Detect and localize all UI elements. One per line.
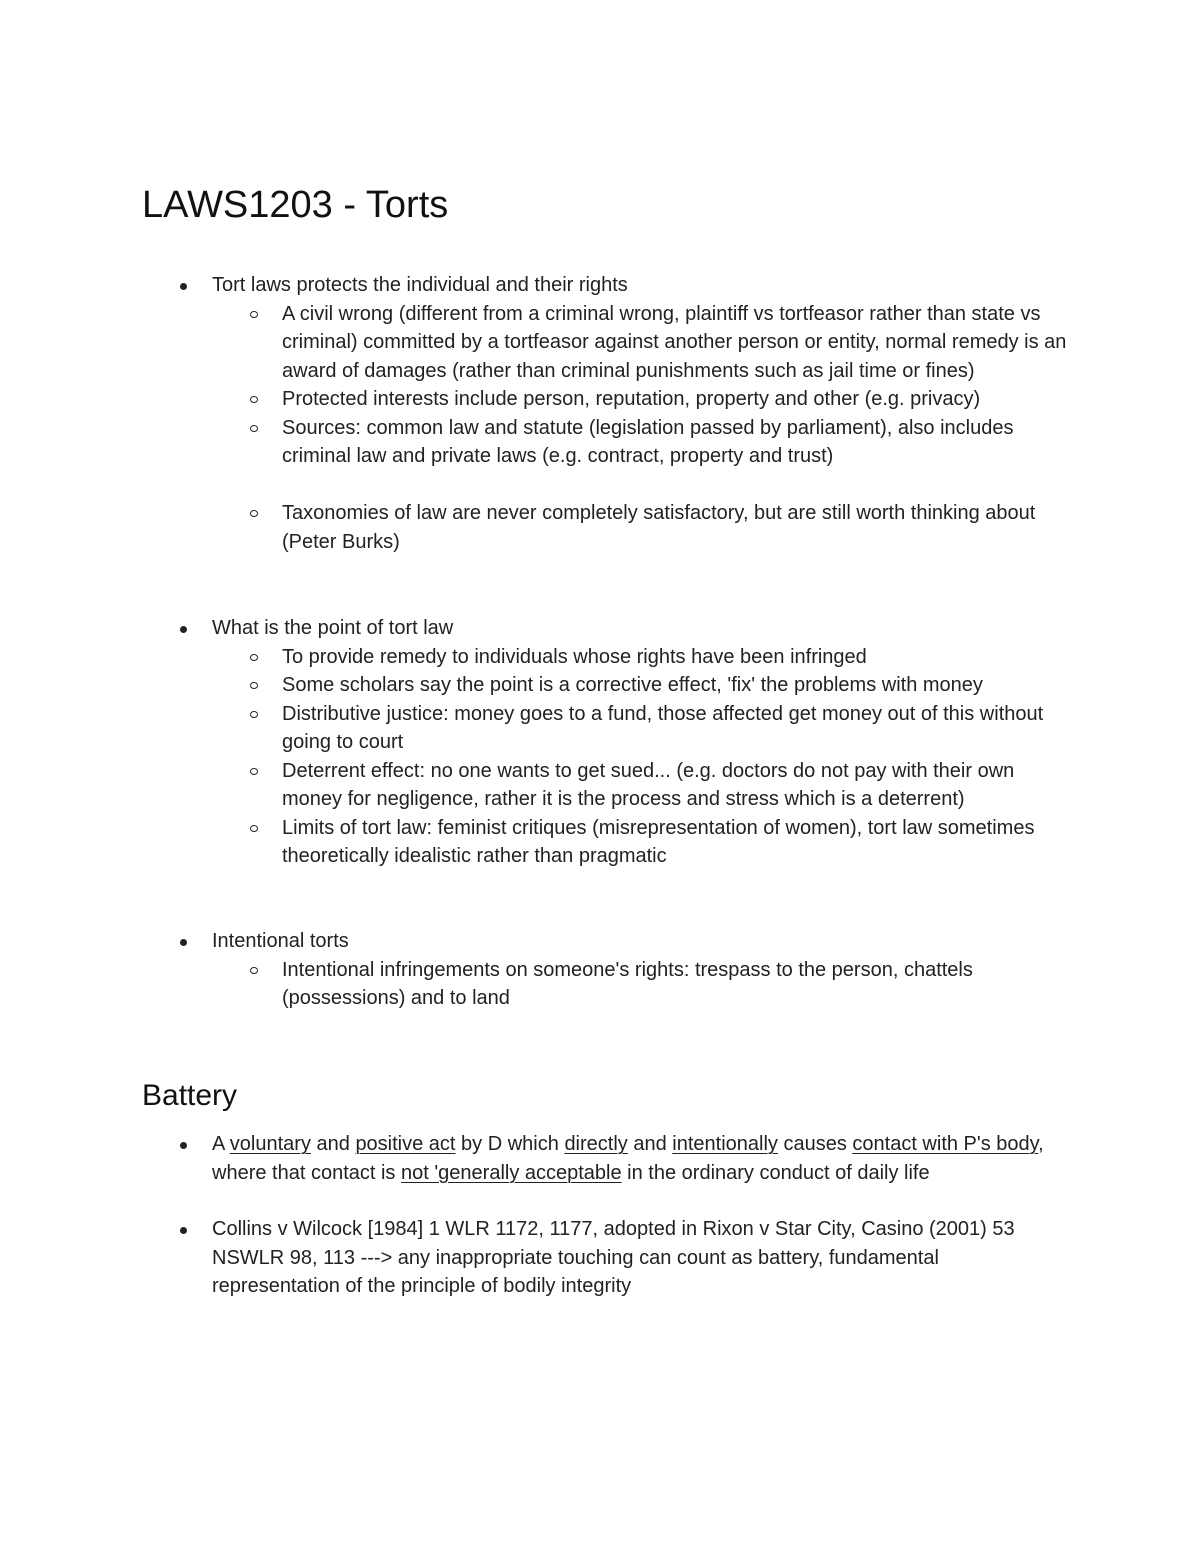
bullet-icon: [180, 1142, 187, 1149]
sub-list-item: [282, 414, 1072, 471]
sub-list: [212, 956, 1072, 1013]
battery-definition: [212, 1133, 1044, 1184]
sub-list-item-text: Taxonomies of law are never completely satisfactory, but are still worth thinking about (Peter Burks): [282, 502, 1036, 553]
list-item-text: Tort laws protects the individual and their rights: [212, 274, 628, 296]
hollow-bullet-icon: [250, 311, 258, 318]
sub-list-item-text: A civil wrong (different from a criminal wrong, plaintiff vs tortfeasor rather than state vs criminal) committed by a tortfeasor against another person or entity, normal remedy is an award of damages (rather than criminal punishments such as jail time or fines): [282, 302, 1067, 382]
hollow-bullet-icon: [250, 396, 258, 403]
sub-list-item: [282, 300, 1072, 386]
sub-list-item-text: Distributive justice: money goes to a fund, those affected get money out of this without going to court: [282, 702, 1044, 753]
document-title: LAWS1203 - Torts: [142, 184, 449, 226]
text-run: causes: [777, 1133, 853, 1155]
underlined-term: directly: [564, 1133, 628, 1155]
list-item-text: Intentional torts: [212, 930, 349, 952]
hollow-bullet-icon: [250, 510, 258, 517]
list-item: [212, 927, 1072, 1013]
section-heading-battery: Battery: [142, 1079, 238, 1112]
sub-list: [212, 300, 1072, 557]
case-citation-text: Collins v Wilcock [1984] 1 WLR 1172, 1177, adopted in Rixon v Star City, Casino (2001) 53 NSWLR 98, 113 ---> any inappropriate touching can count as battery, fundamental representation of the principle of bodily integrity: [212, 1218, 1015, 1297]
list-item: [212, 614, 1072, 871]
hollow-bullet-icon: [250, 654, 258, 661]
hollow-bullet-icon: [250, 967, 258, 974]
sub-list-item: [282, 499, 1072, 556]
sub-list-item: [282, 956, 1072, 1013]
bullet-list: [212, 271, 1072, 556]
sub-list-item-text: To provide remedy to individuals whose rights have been infringed: [282, 645, 867, 668]
list-item-text: What is the point of tort law: [212, 617, 454, 639]
bullet-list: [212, 1130, 1072, 1187]
hollow-bullet-icon: [250, 825, 258, 832]
text-run: , where that contact is: [212, 1133, 1044, 1184]
sub-list-item: [282, 700, 1072, 757]
text-run: and: [627, 1133, 673, 1155]
text-run: and: [310, 1133, 356, 1155]
list-item: [212, 1130, 1072, 1187]
sub-list-item-text: Limits of tort law: feminist critiques (misrepresentation of women), tort law sometimes theoretically idealistic rather than pragmatic: [282, 816, 1035, 867]
sub-list: [212, 643, 1072, 871]
sub-list-item: [282, 671, 1072, 700]
empty-line: [282, 471, 1072, 500]
bullet-list: [212, 1215, 1072, 1301]
bullet-list: [212, 614, 1072, 871]
sub-list-item-text: Intentional infringements on someone's rights: trespass to the person, chattels (possessions) and to land: [282, 958, 973, 1009]
hollow-bullet-icon: [250, 711, 258, 718]
text-run: by D which: [455, 1133, 565, 1155]
sub-list-item: [282, 385, 1072, 414]
bullet-list: [212, 927, 1072, 1013]
hollow-bullet-icon: [250, 425, 258, 432]
list-item: [212, 271, 1072, 556]
sub-list-item-text: Some scholars say the point is a corrective effect, 'fix' the problems with money: [282, 674, 983, 696]
bullet-icon: [180, 1227, 187, 1234]
sub-list-item-text: Deterrent effect: no one wants to get sued... (e.g. doctors do not pay with their own money for negligence, rather it is the process and stress which is a deterrent): [282, 759, 1015, 810]
text-run: in the ordinary conduct of daily life: [621, 1161, 930, 1184]
sub-list-item: [282, 643, 1072, 672]
hollow-bullet-icon: [250, 682, 258, 689]
bullet-icon: [180, 626, 187, 633]
sub-list-item: [282, 757, 1072, 814]
underlined-term: contact with P's body: [852, 1133, 1039, 1155]
list-item: [212, 1215, 1072, 1301]
text-run: A: [212, 1133, 230, 1155]
bullet-icon: [180, 939, 187, 946]
sub-list-item: [282, 814, 1072, 871]
hollow-bullet-icon: [250, 768, 258, 775]
sub-list-item-text: Protected interests include person, reputation, property and other (e.g. privacy): [282, 388, 981, 410]
sub-list-item-text: Sources: common law and statute (legislation passed by parliament), also includes criminal law and private laws (e.g. contract, property and trust): [282, 416, 1014, 467]
underlined-term: not 'generally acceptable: [400, 1161, 622, 1184]
underlined-term: intentionally: [672, 1133, 778, 1155]
bullet-icon: [180, 283, 187, 290]
underlined-term: positive act: [355, 1133, 456, 1155]
underlined-term: voluntary: [229, 1133, 311, 1155]
